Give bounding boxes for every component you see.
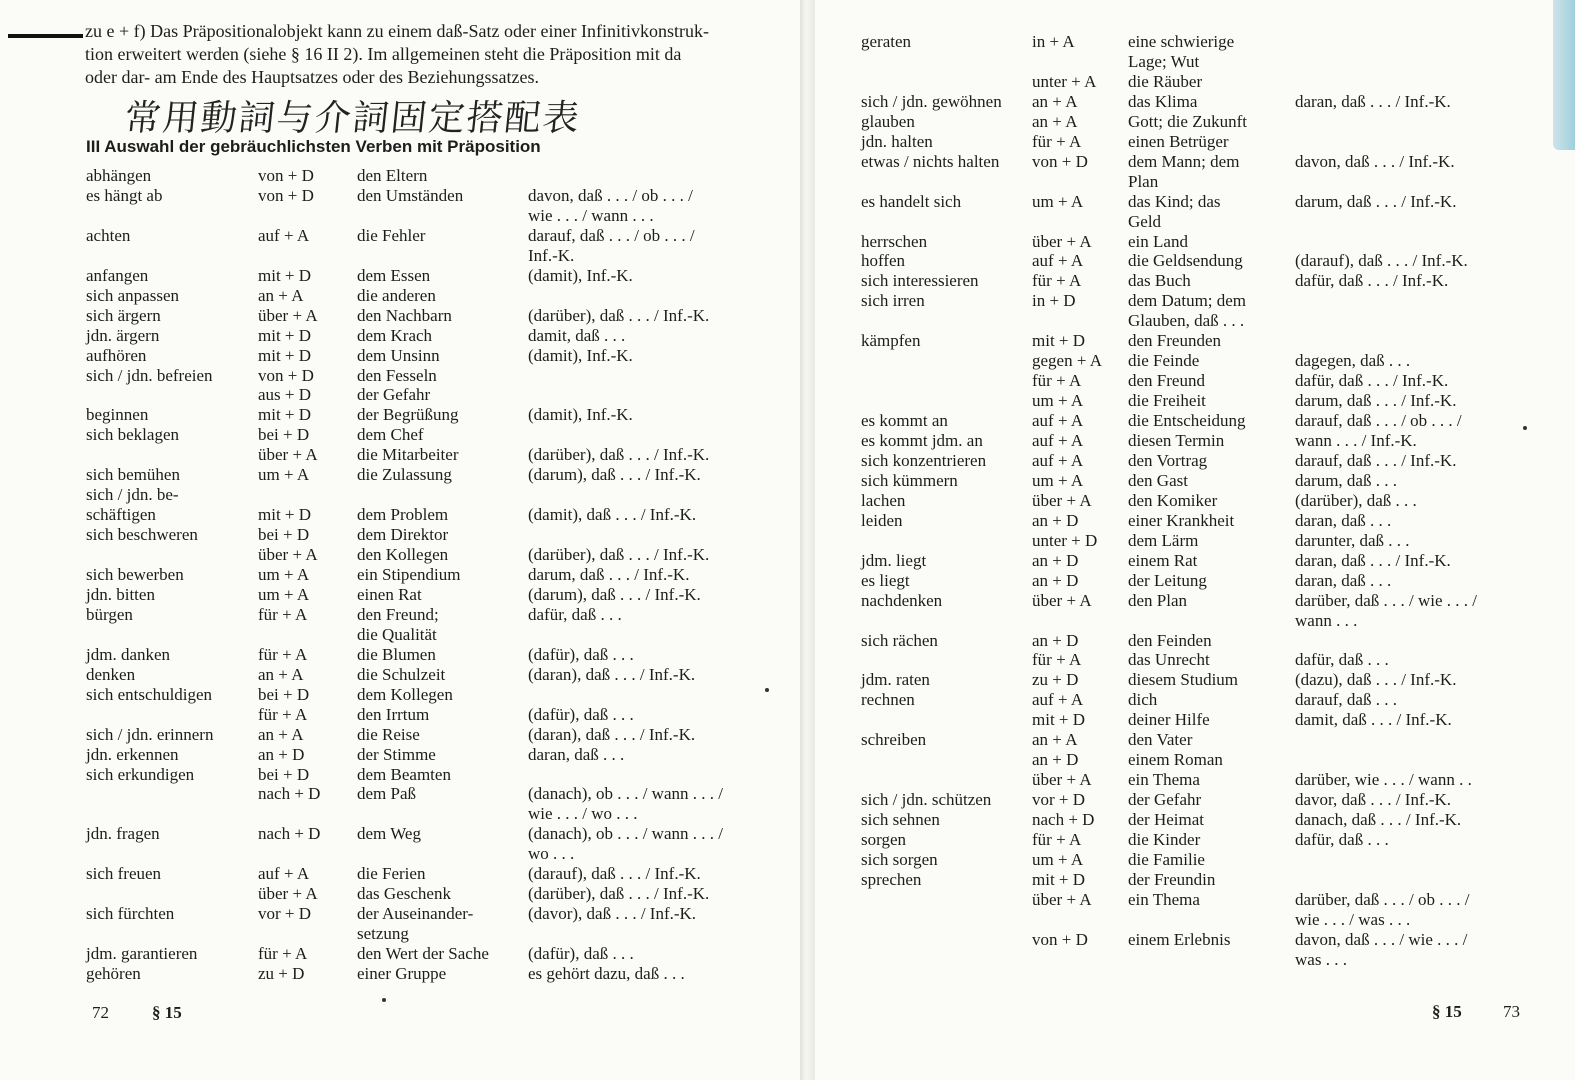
verb-cell: jdn. fragen xyxy=(86,824,160,844)
clause-cell: (daran), daß . . . / Inf.-K. xyxy=(528,664,696,684)
preposition-cell: von + D xyxy=(1032,151,1088,171)
verb-cell: es kommt an xyxy=(861,411,948,431)
object-cell: die Feinde xyxy=(1128,351,1200,371)
object-cell: dem Weg xyxy=(357,824,421,844)
preposition-cell: auf + A xyxy=(1032,251,1084,271)
object-cell: die Entscheidung xyxy=(1128,411,1246,431)
object-cell: einem Roman xyxy=(1128,750,1223,770)
clause-cell: (darüber), daß . . . / Inf.-K. xyxy=(528,884,710,904)
preposition-cell: nach + D xyxy=(1032,810,1095,830)
verb-cell: sich ärgern xyxy=(86,305,161,325)
verb-cell: sich / jdn. erinnern xyxy=(86,724,214,744)
preposition-cell: an + D xyxy=(1032,570,1079,590)
clause-cell: (dafür), daß . . . xyxy=(528,644,634,664)
preposition-cell: unter + D xyxy=(1032,530,1098,550)
clause-cell: wie . . . / was . . . xyxy=(1295,909,1411,929)
verb-cell: jdn. erkennen xyxy=(86,744,179,764)
preposition-cell: um + A xyxy=(258,584,310,604)
preposition-cell: an + D xyxy=(1032,750,1079,770)
object-cell: die Ferien xyxy=(357,864,426,884)
preposition-cell: an + A xyxy=(1032,730,1078,750)
clause-cell: (darüber), daß . . . / Inf.-K. xyxy=(528,305,710,325)
clause-cell: darum, daß . . . / Inf.-K. xyxy=(528,565,690,584)
preposition-cell: über + A xyxy=(258,305,318,325)
verb-cell: sich konzentrieren xyxy=(861,450,987,470)
clause-cell: darauf, daß . . . / ob . . . / xyxy=(1295,411,1462,431)
preposition-cell: mit + D xyxy=(258,325,312,345)
object-cell: die Räuber xyxy=(1128,71,1203,91)
object-cell: den Vater xyxy=(1128,730,1193,750)
verb-cell: sich fürchten xyxy=(86,904,175,924)
verb-cell: sich sehnen xyxy=(861,810,940,830)
preposition-cell: mit + D xyxy=(258,265,312,285)
object-cell: das Unrecht xyxy=(1128,650,1210,670)
verb-cell: sich interessieren xyxy=(861,271,979,291)
verb-cell: sprechen xyxy=(861,869,922,889)
preposition-cell: über + A xyxy=(1032,889,1092,909)
preposition-cell: für + A xyxy=(258,604,308,624)
object-cell: der Gefahr xyxy=(357,385,431,405)
clause-cell: wann . . . / Inf.-K. xyxy=(1295,431,1417,450)
verb-cell: es liegt xyxy=(861,570,910,590)
preposition-cell: für + A xyxy=(258,944,308,964)
verb-cell: sich rächen xyxy=(861,630,938,650)
verb-cell: sich irren xyxy=(861,291,925,311)
verb-cell: nachdenken xyxy=(861,590,943,610)
preposition-cell: in + A xyxy=(1032,32,1075,51)
verb-cell: sich beschweren xyxy=(86,525,198,545)
verb-cell: leiden xyxy=(861,510,903,530)
object-cell: die Schulzeit xyxy=(357,664,446,684)
verb-cell: bürgen xyxy=(86,604,133,624)
verb-cell: sich bewerben xyxy=(86,565,184,584)
object-cell: Plan xyxy=(1128,171,1159,191)
object-cell: eine schwierige xyxy=(1128,32,1235,51)
preposition-cell: für + A xyxy=(1032,830,1082,849)
preposition-cell: für + A xyxy=(1032,131,1082,151)
intro-line: oder dar- am Ende des Hauptsatzes oder des Beziehungssatzes. xyxy=(85,67,539,87)
page-number: 73 xyxy=(1503,1002,1520,1021)
verb-cell: geraten xyxy=(861,32,912,51)
preposition-cell: auf + A xyxy=(1032,450,1084,470)
clause-cell: dagegen, daß . . . xyxy=(1295,351,1411,371)
clause-cell: wo . . . xyxy=(528,844,575,864)
object-cell: die Zulassung xyxy=(357,465,452,485)
object-cell: setzung xyxy=(357,924,409,944)
intro-paragraph xyxy=(85,20,775,89)
clause-cell: (daran), daß . . . / Inf.-K. xyxy=(528,724,696,744)
verb-cell: achten xyxy=(86,225,131,245)
preposition-cell: um + A xyxy=(1032,470,1084,490)
object-cell: einer Gruppe xyxy=(357,964,447,983)
object-cell: die Fehler xyxy=(357,225,426,245)
object-cell: der Heimat xyxy=(1128,810,1204,830)
clause-cell: darüber, wie . . . / wann . . xyxy=(1295,770,1472,790)
verb-cell: gehören xyxy=(86,964,141,983)
object-cell: den Vortrag xyxy=(1128,450,1208,470)
clause-cell: Inf.-K. xyxy=(528,245,575,265)
preposition-cell: mit + D xyxy=(1032,869,1086,889)
object-cell: ein Thema xyxy=(1128,770,1200,790)
clause-cell: daran, daß . . . xyxy=(1295,510,1392,530)
preposition-cell: über + A xyxy=(1032,231,1092,251)
preposition-cell: auf + A xyxy=(1032,690,1084,710)
verb-cell: herrschen xyxy=(861,231,928,251)
clause-cell: daran, daß . . . xyxy=(528,744,625,764)
clause-cell: dafür, daß . . . xyxy=(528,604,622,624)
clause-cell: darunter, daß . . . xyxy=(1295,530,1410,550)
clause-cell: davor, daß . . . / Inf.-K. xyxy=(1295,790,1452,810)
verb-cell: abhängen xyxy=(86,166,152,185)
object-cell: den Umständen xyxy=(357,185,464,205)
verb-cell: sich / jdn. be- xyxy=(86,485,179,505)
verb-cell: sich freuen xyxy=(86,864,162,884)
object-cell: einem Erlebnis xyxy=(1128,929,1231,949)
clause-cell: (dafür), daß . . . xyxy=(528,704,634,724)
clause-cell: (damit), daß . . . / Inf.-K. xyxy=(528,505,697,525)
verb-cell: kämpfen xyxy=(861,331,921,351)
object-cell: dem Beamten xyxy=(357,764,451,784)
preposition-cell: um + A xyxy=(258,565,310,584)
preposition-cell: um + A xyxy=(1032,391,1084,411)
preposition-cell: für + A xyxy=(258,644,308,664)
clause-cell: davon, daß . . . / wie . . . / xyxy=(1295,929,1468,949)
object-cell: dem Kollegen xyxy=(357,684,453,704)
object-cell: dem Paß xyxy=(357,784,417,804)
clause-cell: daran, daß . . . xyxy=(1295,570,1392,590)
verb-cell: sich / jdn. befreien xyxy=(86,365,213,385)
clause-cell: (damit), Inf.-K. xyxy=(528,265,633,285)
verb-cell: beginnen xyxy=(86,405,149,425)
section-mark: § 15 xyxy=(1432,1002,1462,1021)
ink-speck xyxy=(765,688,769,692)
object-cell: dem Direktor xyxy=(357,525,449,545)
object-cell: den Gast xyxy=(1128,470,1188,490)
clause-cell: darauf, daß . . . xyxy=(1295,690,1397,710)
preposition-cell: für + A xyxy=(258,704,308,724)
verb-cell: sich / jdn. gewöhnen xyxy=(861,91,1002,111)
object-cell: den Plan xyxy=(1128,590,1188,610)
preposition-cell: über + A xyxy=(1032,490,1092,510)
object-cell: dem Essen xyxy=(357,265,431,285)
clause-cell: darüber, daß . . . / ob . . . / xyxy=(1295,889,1470,909)
intro-line: tion erweitert werden (siehe § 16 II 2). Im allgemeinen steht die Präposition mit da xyxy=(85,44,682,64)
object-cell: ein Stipendium xyxy=(357,565,461,584)
preposition-cell: um + A xyxy=(1032,191,1084,211)
verb-cell: sorgen xyxy=(861,830,907,849)
verb-cell: sich beklagen xyxy=(86,425,179,445)
preposition-cell: von + D xyxy=(258,166,314,185)
verb-cell: jdn. ärgern xyxy=(86,325,160,345)
object-cell: dem Lärm xyxy=(1128,530,1199,550)
verb-cell: jdm. garantieren xyxy=(86,944,198,964)
preposition-cell: an + D xyxy=(258,744,305,764)
object-cell: den Freund xyxy=(1128,371,1205,391)
object-cell: dem Mann; dem xyxy=(1128,151,1240,171)
verb-cell: jdm. liegt xyxy=(861,550,927,570)
object-cell: ein Thema xyxy=(1128,889,1200,909)
preposition-cell: von + D xyxy=(258,365,314,385)
object-cell: diesen Termin xyxy=(1128,431,1225,450)
verb-cell: sich erkundigen xyxy=(86,764,195,784)
clause-cell: (damit), Inf.-K. xyxy=(528,345,633,365)
verb-cell: schäftigen xyxy=(86,505,156,525)
object-cell: den Feinden xyxy=(1128,630,1212,650)
verb-cell: jdm. danken xyxy=(86,644,171,664)
object-cell: der Stimme xyxy=(357,744,436,764)
preposition-cell: aus + D xyxy=(258,385,312,405)
clause-cell: dafür, daß . . . / Inf.-K. xyxy=(1295,371,1449,391)
preposition-cell: auf + A xyxy=(258,864,310,884)
verb-cell: sich entschuldigen xyxy=(86,684,213,704)
object-cell: diesem Studium xyxy=(1128,670,1239,690)
clause-cell: (darum), daß . . . / Inf.-K. xyxy=(528,584,701,604)
preposition-cell: über + A xyxy=(1032,590,1092,610)
verb-cell: jdn. halten xyxy=(861,131,933,151)
clause-cell: (darüber), daß . . . / Inf.-K. xyxy=(528,545,710,565)
ink-speck xyxy=(382,998,386,1002)
verb-cell: anfangen xyxy=(86,265,149,285)
object-cell: die Reise xyxy=(357,724,420,744)
preposition-cell: um + A xyxy=(1032,849,1084,869)
preposition-cell: auf + A xyxy=(258,225,310,245)
clause-cell: (dazu), daß . . . / Inf.-K. xyxy=(1295,670,1457,690)
preposition-cell: in + D xyxy=(1032,291,1076,311)
preposition-cell: mit + D xyxy=(258,505,312,525)
preposition-cell: an + D xyxy=(1032,630,1079,650)
object-cell: ein Land xyxy=(1128,231,1188,251)
verb-cell: schreiben xyxy=(861,730,927,750)
object-cell: einer Krankheit xyxy=(1128,510,1235,530)
clause-cell: darum, daß . . . / Inf.-K. xyxy=(1295,191,1457,211)
object-cell: die Mitarbeiter xyxy=(357,445,459,465)
clause-cell: (darüber), daß . . . / Inf.-K. xyxy=(528,445,710,465)
clause-cell: (davor), daß . . . / Inf.-K. xyxy=(528,904,697,924)
preposition-cell: bei + D xyxy=(258,525,310,545)
object-cell: den Freund; xyxy=(357,604,439,624)
object-cell: der Leitung xyxy=(1128,570,1207,590)
clause-cell: dafür, daß . . . xyxy=(1295,830,1389,849)
object-cell: der Auseinander- xyxy=(357,904,474,924)
page-tab xyxy=(1553,0,1575,150)
margin-dash xyxy=(8,34,83,38)
preposition-cell: zu + D xyxy=(1032,670,1079,690)
clause-cell: darüber, daß . . . / wie . . . / xyxy=(1295,590,1478,610)
clause-cell: wie . . . / wann . . . xyxy=(528,205,654,225)
clause-cell: (danach), ob . . . / wann . . . / xyxy=(528,824,723,844)
object-cell: den Wert der Sache xyxy=(357,944,489,964)
preposition-cell: zu + D xyxy=(258,964,305,983)
clause-cell: davon, daß . . . / ob . . . / xyxy=(528,185,693,205)
object-cell: dem Unsinn xyxy=(357,345,440,365)
preposition-cell: für + A xyxy=(1032,371,1082,391)
verb-cell: jdn. bitten xyxy=(86,584,155,604)
clause-cell: danach, daß . . . / Inf.-K. xyxy=(1295,810,1462,830)
clause-cell: darauf, daß . . . / Inf.-K. xyxy=(1295,450,1457,470)
object-cell: den Irrtum xyxy=(357,704,430,724)
preposition-cell: an + A xyxy=(1032,111,1078,131)
verb-cell: es handelt sich xyxy=(861,191,962,211)
intro-line: zu e + f) Das Präpositionalobjekt kann zu einem daß-Satz oder einer Infinitivkonstruk- xyxy=(85,21,709,41)
handwritten-note: 常用動詞与介詞固定搭配表 xyxy=(122,98,583,139)
section-heading: III Auswahl der gebräuchlichsten Verben mit Präposition xyxy=(86,137,541,156)
clause-cell: dafür, daß . . . xyxy=(1295,650,1389,670)
clause-cell: damit, daß . . . xyxy=(528,325,626,345)
preposition-cell: mit + D xyxy=(258,345,312,365)
object-cell: dem Datum; dem xyxy=(1128,291,1247,311)
clause-cell: (darauf), daß . . . / Inf.-K. xyxy=(1295,251,1468,271)
clause-cell: (dafür), daß . . . xyxy=(528,944,634,964)
object-cell: einen Betrüger xyxy=(1128,131,1229,151)
object-cell: das Kind; das xyxy=(1128,191,1221,211)
object-cell: den Freunden xyxy=(1128,331,1222,351)
object-cell: den Fesseln xyxy=(357,365,437,385)
object-cell: Glauben, daß . . . xyxy=(1128,311,1245,331)
object-cell: dem Chef xyxy=(357,425,424,445)
verb-cell: jdm. raten xyxy=(861,670,930,690)
object-cell: die Familie xyxy=(1128,849,1205,869)
object-cell: das Buch xyxy=(1128,271,1191,291)
clause-cell: (darüber), daß . . . xyxy=(1295,490,1417,510)
clause-cell: (darum), daß . . . / Inf.-K. xyxy=(528,465,701,485)
verb-cell: aufhören xyxy=(86,345,147,365)
clause-cell: daran, daß . . . / Inf.-K. xyxy=(1295,91,1451,111)
preposition-cell: mit + D xyxy=(1032,331,1086,351)
clause-cell: darauf, daß . . . / ob . . . / xyxy=(528,225,695,245)
object-cell: die Qualität xyxy=(357,624,437,644)
preposition-cell: bei + D xyxy=(258,425,310,445)
section-mark: § 15 xyxy=(152,1003,182,1022)
object-cell: dich xyxy=(1128,690,1158,710)
object-cell: Gott; die Zukunft xyxy=(1128,111,1247,131)
object-cell: den Komiker xyxy=(1128,490,1218,510)
object-cell: Lage; Wut xyxy=(1128,51,1200,71)
clause-cell: daran, daß . . . / Inf.-K. xyxy=(1295,550,1451,570)
clause-cell: wann . . . xyxy=(1295,610,1358,630)
object-cell: den Eltern xyxy=(357,166,428,185)
clause-cell: wie . . . / wo . . . xyxy=(528,804,638,824)
preposition-cell: von + D xyxy=(1032,929,1088,949)
object-cell: einen Rat xyxy=(357,584,422,604)
object-cell: die Blumen xyxy=(357,644,436,664)
object-cell: die Kinder xyxy=(1128,830,1201,849)
preposition-cell: an + A xyxy=(258,285,304,305)
object-cell: deiner Hilfe xyxy=(1128,710,1210,730)
verb-cell: rechnen xyxy=(861,690,915,710)
object-cell: die Freiheit xyxy=(1128,391,1206,411)
object-cell: den Nachbarn xyxy=(357,305,452,325)
preposition-cell: nach + D xyxy=(258,824,321,844)
object-cell: den Kollegen xyxy=(357,545,449,565)
right-page xyxy=(815,0,1575,1080)
object-cell: das Geschenk xyxy=(357,884,451,904)
preposition-cell: an + A xyxy=(258,724,304,744)
clause-cell: es gehört dazu, daß . . . xyxy=(528,964,685,983)
preposition-cell: über + A xyxy=(258,545,318,565)
preposition-cell: an + A xyxy=(258,664,304,684)
preposition-cell: für + A xyxy=(1032,271,1082,291)
clause-cell: (darauf), daß . . . / Inf.-K. xyxy=(528,864,701,884)
preposition-cell: vor + D xyxy=(1032,790,1086,810)
preposition-cell: auf + A xyxy=(1032,431,1084,450)
object-cell: der Freundin xyxy=(1128,869,1216,889)
clause-cell: (damit), Inf.-K. xyxy=(528,405,633,425)
verb-cell: denken xyxy=(86,664,136,684)
object-cell: der Gefahr xyxy=(1128,790,1202,810)
preposition-cell: für + A xyxy=(1032,650,1082,670)
verb-cell: es hängt ab xyxy=(86,185,163,205)
clause-cell: darum, daß . . . / Inf.-K. xyxy=(1295,391,1457,411)
preposition-cell: von + D xyxy=(258,185,314,205)
clause-cell: (danach), ob . . . / wann . . . / xyxy=(528,784,723,804)
preposition-cell: nach + D xyxy=(258,784,321,804)
preposition-cell: unter + A xyxy=(1032,71,1097,91)
clause-cell: davon, daß . . . / Inf.-K. xyxy=(1295,151,1455,171)
object-cell: Geld xyxy=(1128,211,1162,231)
preposition-cell: gegen + A xyxy=(1032,351,1103,371)
object-cell: einem Rat xyxy=(1128,550,1198,570)
preposition-cell: mit + D xyxy=(258,405,312,425)
verb-cell: etwas / nichts halten xyxy=(861,151,1000,171)
verb-cell: lachen xyxy=(861,490,906,510)
object-cell: dem Problem xyxy=(357,505,449,525)
page-number: 72 xyxy=(92,1003,109,1022)
verb-cell: sich / jdn. schützen xyxy=(861,790,992,810)
object-cell: das Klima xyxy=(1128,91,1198,111)
preposition-cell: an + D xyxy=(1032,510,1079,530)
object-cell: die Geldsendung xyxy=(1128,251,1243,271)
preposition-cell: um + A xyxy=(258,465,310,485)
preposition-cell: über + A xyxy=(258,445,318,465)
preposition-cell: an + D xyxy=(1032,550,1079,570)
verb-cell: hoffen xyxy=(861,251,906,271)
preposition-cell: über + A xyxy=(258,884,318,904)
ink-speck xyxy=(1523,426,1527,430)
verb-cell: sich sorgen xyxy=(861,849,938,869)
verb-cell: sich bemühen xyxy=(86,465,180,485)
object-cell: die anderen xyxy=(357,285,436,305)
object-cell: dem Krach xyxy=(357,325,433,345)
preposition-cell: an + A xyxy=(1032,91,1078,111)
preposition-cell: auf + A xyxy=(1032,411,1084,431)
clause-cell: was . . . xyxy=(1295,949,1347,969)
object-cell: der Begrüßung xyxy=(357,405,459,425)
book-gutter xyxy=(800,0,815,1080)
verb-cell: sich kümmern xyxy=(861,470,958,490)
preposition-cell: vor + D xyxy=(258,904,312,924)
verb-cell: sich anpassen xyxy=(86,285,180,305)
preposition-cell: über + A xyxy=(1032,770,1092,790)
clause-cell: damit, daß . . . / Inf.-K. xyxy=(1295,710,1452,730)
preposition-cell: mit + D xyxy=(1032,710,1086,730)
clause-cell: darum, daß . . . xyxy=(1295,470,1397,490)
clause-cell: dafür, daß . . . / Inf.-K. xyxy=(1295,271,1449,291)
verb-cell: glauben xyxy=(861,111,915,131)
preposition-cell: bei + D xyxy=(258,684,310,704)
verb-cell: es kommt jdm. an xyxy=(861,431,983,450)
preposition-cell: bei + D xyxy=(258,764,310,784)
